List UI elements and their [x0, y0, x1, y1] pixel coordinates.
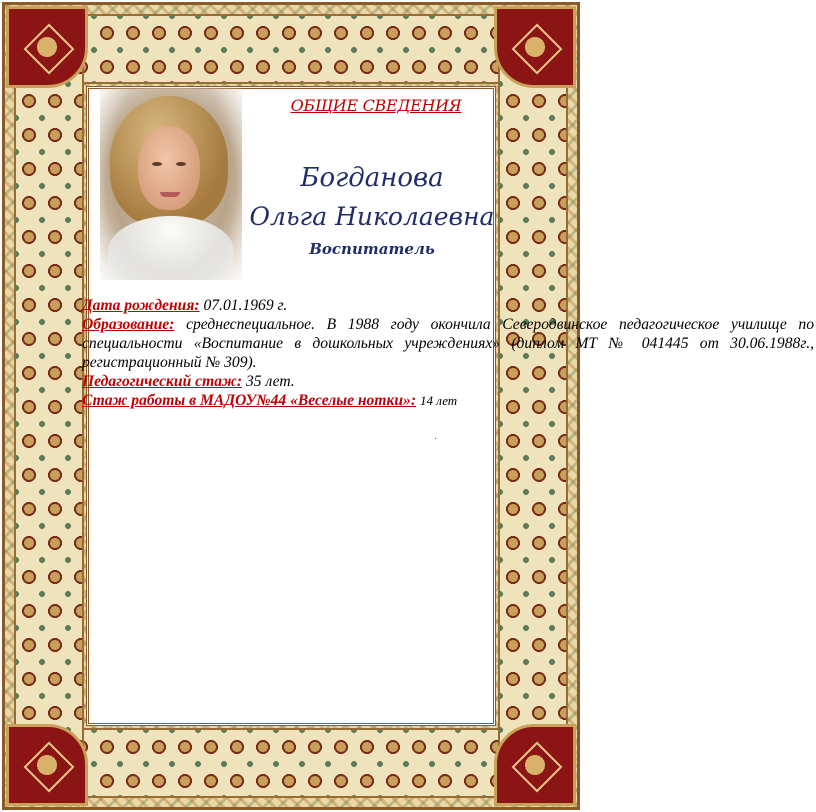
tenure-value: 14 лет [419, 393, 458, 408]
frame-corner-ornament-icon [494, 724, 576, 806]
trailing-mark: . [434, 432, 437, 442]
frame-band-top [14, 14, 568, 84]
tenure-label: Стаж работы в МАДОУ№44 «Веселые нотки»: [82, 392, 417, 409]
frame-band-bottom [14, 728, 568, 798]
experience-row [82, 372, 814, 391]
birth-value: 07.01.1969 г. [203, 297, 288, 314]
tenure-row [82, 391, 814, 410]
portrait-mouth [160, 192, 180, 197]
education-row [82, 315, 814, 372]
portrait-eye [152, 162, 162, 166]
portrait-eye [176, 162, 186, 166]
person-given-names: Ольга Николаевна [249, 202, 495, 231]
frame-corner-ornament-icon [6, 6, 88, 88]
portrait-face [138, 126, 200, 210]
education-value: среднеспециальное. В 1988 году окончила Северодвинское педагогическое училище по специальности «Воспитание в дошкольных учреждениях» (диплом МТ № 041445 от 30.06.1988г., регистрационный № 309). [82, 316, 814, 371]
frame-band-left [14, 14, 84, 798]
portrait-photo [100, 88, 242, 280]
section-title: ОБЩИЕ СВЕДЕНИЯ [290, 96, 462, 115]
person-position: Воспитатель [309, 240, 435, 258]
person-surname: Богданова [300, 163, 444, 193]
details-block [82, 296, 814, 410]
birth-label: Дата рождения: [82, 297, 200, 314]
frame-corner-ornament-icon [494, 6, 576, 88]
education-label: Образование: [82, 316, 175, 333]
frame-corner-ornament-icon [6, 724, 88, 806]
experience-value: 35 лет. [245, 373, 295, 390]
birth-row [82, 296, 814, 315]
experience-label: Педагогический стаж: [82, 373, 243, 390]
portrait-shirt [108, 216, 234, 280]
